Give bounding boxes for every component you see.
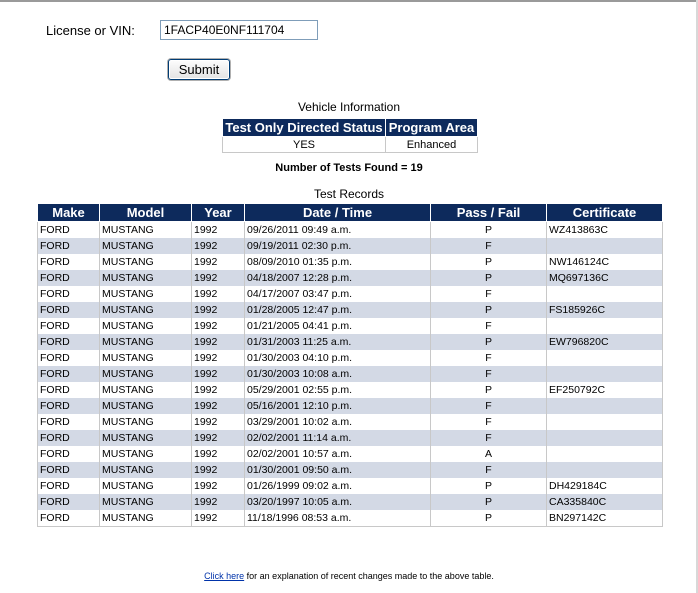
date-time-cell: 01/30/2003 04:10 p.m. <box>245 350 431 366</box>
make-cell: FORD <box>38 222 100 239</box>
table-row <box>38 382 663 398</box>
year-cell: 1992 <box>192 462 245 478</box>
date-time-cell: 04/17/2007 03:47 p.m. <box>245 286 431 302</box>
make-cell: FORD <box>38 462 100 478</box>
footnote-text: for an explanation of recent changes made to the above table. <box>244 571 494 581</box>
model-cell: MUSTANG <box>100 382 192 398</box>
header-pass-fail: Pass / Fail <box>431 204 547 222</box>
table-row <box>38 446 663 462</box>
year-cell: 1992 <box>192 366 245 382</box>
year-cell: 1992 <box>192 254 245 270</box>
date-time-cell: 02/02/2001 11:14 a.m. <box>245 430 431 446</box>
year-cell: 1992 <box>192 334 245 350</box>
table-row <box>38 462 663 478</box>
model-cell: MUSTANG <box>100 318 192 334</box>
test-records-table <box>37 203 663 527</box>
pass-fail-cell: P <box>431 382 547 398</box>
certificate-cell: BN297142C <box>547 510 663 527</box>
year-cell: 1992 <box>192 350 245 366</box>
vehicle-information-table <box>222 118 478 153</box>
header-certificate: Certificate <box>547 204 663 222</box>
model-cell: MUSTANG <box>100 366 192 382</box>
pass-fail-cell: F <box>431 462 547 478</box>
date-time-cell: 01/28/2005 12:47 p.m. <box>245 302 431 318</box>
model-cell: MUSTANG <box>100 430 192 446</box>
model-cell: MUSTANG <box>100 238 192 254</box>
pass-fail-cell: P <box>431 334 547 350</box>
pass-fail-cell: F <box>431 318 547 334</box>
pass-fail-cell: P <box>431 510 547 527</box>
make-cell: FORD <box>38 510 100 527</box>
date-time-cell: 01/30/2001 09:50 a.m. <box>245 462 431 478</box>
certificate-cell: EW796820C <box>547 334 663 350</box>
year-cell: 1992 <box>192 478 245 494</box>
top-border <box>0 0 698 2</box>
make-cell: FORD <box>38 430 100 446</box>
make-cell: FORD <box>38 270 100 286</box>
table-row <box>38 350 663 366</box>
year-cell: 1992 <box>192 414 245 430</box>
pass-fail-cell: F <box>431 398 547 414</box>
year-cell: 1992 <box>192 398 245 414</box>
model-cell: MUSTANG <box>100 446 192 462</box>
table-row <box>38 414 663 430</box>
date-time-cell: 01/30/2003 10:08 a.m. <box>245 366 431 382</box>
submit-button[interactable]: Submit <box>168 59 230 80</box>
year-cell: 1992 <box>192 494 245 510</box>
pass-fail-cell: F <box>431 238 547 254</box>
certificate-cell: WZ413863C <box>547 222 663 239</box>
date-time-cell: 09/19/2011 02:30 p.m. <box>245 238 431 254</box>
make-cell: FORD <box>38 350 100 366</box>
pass-fail-cell: P <box>431 494 547 510</box>
pass-fail-cell: F <box>431 414 547 430</box>
year-cell: 1992 <box>192 238 245 254</box>
table-row <box>38 318 663 334</box>
model-cell: MUSTANG <box>100 414 192 430</box>
certificate-cell <box>547 238 663 254</box>
certificate-cell <box>547 398 663 414</box>
pass-fail-cell: F <box>431 430 547 446</box>
date-time-cell: 02/02/2001 10:57 a.m. <box>245 446 431 462</box>
model-cell: MUSTANG <box>100 270 192 286</box>
date-time-cell: 03/20/1997 10:05 a.m. <box>245 494 431 510</box>
year-cell: 1992 <box>192 270 245 286</box>
certificate-cell: NW146124C <box>547 254 663 270</box>
model-cell: MUSTANG <box>100 478 192 494</box>
model-cell: MUSTANG <box>100 350 192 366</box>
table-row <box>38 398 663 414</box>
certificate-cell <box>547 462 663 478</box>
header-test-only-directed-status: Test Only Directed Status <box>223 119 386 137</box>
pass-fail-cell: F <box>431 350 547 366</box>
certificate-cell <box>547 366 663 382</box>
program-area-value: Enhanced <box>386 137 478 153</box>
table-row <box>38 270 663 286</box>
make-cell: FORD <box>38 414 100 430</box>
vehicle-information-title: Vehicle Information <box>297 100 401 114</box>
make-cell: FORD <box>38 478 100 494</box>
pass-fail-cell: P <box>431 254 547 270</box>
model-cell: MUSTANG <box>100 510 192 527</box>
model-cell: MUSTANG <box>100 494 192 510</box>
year-cell: 1992 <box>192 222 245 239</box>
date-time-cell: 03/29/2001 10:02 a.m. <box>245 414 431 430</box>
table-row <box>38 286 663 302</box>
make-cell: FORD <box>38 494 100 510</box>
make-cell: FORD <box>38 398 100 414</box>
make-cell: FORD <box>38 302 100 318</box>
make-cell: FORD <box>38 318 100 334</box>
table-row <box>38 222 663 239</box>
year-cell: 1992 <box>192 302 245 318</box>
year-cell: 1992 <box>192 446 245 462</box>
table-row <box>38 494 663 510</box>
year-cell: 1992 <box>192 430 245 446</box>
make-cell: FORD <box>38 446 100 462</box>
year-cell: 1992 <box>192 382 245 398</box>
click-here-link[interactable]: Click here <box>204 571 245 581</box>
header-program-area: Program Area <box>386 119 478 137</box>
date-time-cell: 01/21/2005 04:41 p.m. <box>245 318 431 334</box>
pass-fail-cell: P <box>431 270 547 286</box>
footnote <box>0 571 698 581</box>
year-cell: 1992 <box>192 510 245 527</box>
date-time-cell: 05/16/2001 12:10 p.m. <box>245 398 431 414</box>
make-cell: FORD <box>38 334 100 350</box>
test-only-directed-status-value: YES <box>223 137 386 153</box>
make-cell: FORD <box>38 254 100 270</box>
make-cell: FORD <box>38 286 100 302</box>
year-cell: 1992 <box>192 318 245 334</box>
pass-fail-cell: P <box>431 478 547 494</box>
date-time-cell: 09/26/2011 09:49 a.m. <box>245 222 431 239</box>
number-of-tests-found: Number of Tests Found = 19 <box>275 162 423 174</box>
date-time-cell: 01/26/1999 09:02 a.m. <box>245 478 431 494</box>
header-year: Year <box>192 204 245 222</box>
model-cell: MUSTANG <box>100 254 192 270</box>
table-row <box>38 238 663 254</box>
certificate-cell: CA335840C <box>547 494 663 510</box>
certificate-cell <box>547 430 663 446</box>
table-row <box>38 478 663 494</box>
table-row <box>38 510 663 527</box>
make-cell: FORD <box>38 238 100 254</box>
certificate-cell <box>547 350 663 366</box>
certificate-cell <box>547 414 663 430</box>
date-time-cell: 11/18/1996 08:53 a.m. <box>245 510 431 527</box>
certificate-cell: DH429184C <box>547 478 663 494</box>
make-cell: FORD <box>38 382 100 398</box>
date-time-cell: 01/31/2003 11:25 a.m. <box>245 334 431 350</box>
certificate-cell <box>547 446 663 462</box>
pass-fail-cell: F <box>431 286 547 302</box>
certificate-cell: FS185926C <box>547 302 663 318</box>
certificate-cell <box>547 286 663 302</box>
pass-fail-cell: P <box>431 302 547 318</box>
table-row <box>38 430 663 446</box>
license-label: License or VIN: <box>46 23 135 38</box>
test-records-title: Test Records <box>313 187 385 201</box>
year-cell: 1992 <box>192 286 245 302</box>
license-vin-input[interactable] <box>160 20 318 40</box>
header-make: Make <box>38 204 100 222</box>
pass-fail-cell: P <box>431 222 547 239</box>
header-model: Model <box>100 204 192 222</box>
table-row <box>38 254 663 270</box>
certificate-cell: EF250792C <box>547 382 663 398</box>
model-cell: MUSTANG <box>100 462 192 478</box>
pass-fail-cell: F <box>431 366 547 382</box>
model-cell: MUSTANG <box>100 398 192 414</box>
table-row <box>38 366 663 382</box>
date-time-cell: 08/09/2010 01:35 p.m. <box>245 254 431 270</box>
model-cell: MUSTANG <box>100 302 192 318</box>
table-row <box>38 302 663 318</box>
certificate-cell <box>547 318 663 334</box>
make-cell: FORD <box>38 366 100 382</box>
date-time-cell: 04/18/2007 12:28 p.m. <box>245 270 431 286</box>
model-cell: MUSTANG <box>100 286 192 302</box>
model-cell: MUSTANG <box>100 222 192 239</box>
header-date-time: Date / Time <box>245 204 431 222</box>
table-row <box>38 334 663 350</box>
model-cell: MUSTANG <box>100 334 192 350</box>
pass-fail-cell: A <box>431 446 547 462</box>
date-time-cell: 05/29/2001 02:55 p.m. <box>245 382 431 398</box>
certificate-cell: MQ697136C <box>547 270 663 286</box>
